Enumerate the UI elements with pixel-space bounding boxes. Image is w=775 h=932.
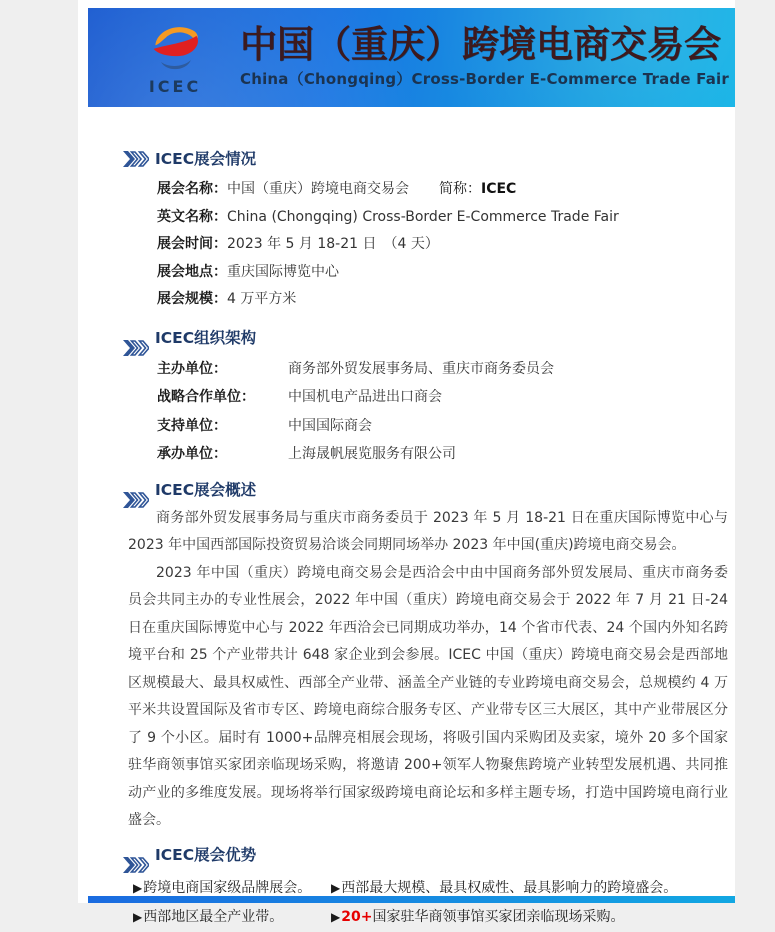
info-row xyxy=(157,204,735,232)
summary-paragraph: 2023 年中国（重庆）跨境电商交易会是西洽会中由中国商务部外贸发展局、重庆市商务委员会共同主办的专业性展会，2022 年中国（重庆）跨境电商交易会于 2022 年 7 月 21 日-24 日在重庆国际博览中心与 2022 年西洽会已同期成功举办，14 个省市代表、24 个国内外知名跨境平台和 25 个产业带共计 648 家企业到会参展。ICEC 中国（重庆）跨境电商交易会是西部地区规模最大、最具权威性、西部全产业带、涵盖全产业链的专业跨境电商交易会，总规模约 4 万平米共设置国际及省市专区、跨境电商综合服务专区、产业带专区三大展区，其中产业带展区分了 9 个小区。届时有 1000+品牌亮相展会现场，将吸引国内采购团及卖家，境外 20 多个国家驻华商领事馆买家团亲临现场采购，将邀请 200+领军人物聚焦跨境产业转型发展机遇、共同推动产业的多维度发展。现场将举行国家级跨境电商论坛和多样主题专场，打造中国跨境电商行业盛会。 xyxy=(128,564,728,828)
triple-chevron-icon xyxy=(123,340,149,356)
info-label: 展会时间： xyxy=(157,236,227,252)
overview-rows xyxy=(157,176,735,314)
org-value: 商务部外贸发展事务局、重庆市商务委员会 xyxy=(288,360,554,377)
org-value: 中国机电产品进出口商会 xyxy=(288,389,442,405)
section-advantages xyxy=(78,844,735,932)
advantage-text: 国家驻华商领事馆买家团亲临现场采购。 xyxy=(372,908,625,925)
page-subtitle: China（Chongqing）Cross-Border E-Commerce Trade Fair xyxy=(240,70,729,89)
section-advantages-heading: ICEC展会优势 xyxy=(155,844,735,866)
advantage-text: 西部最大规模、最具权威性、最具影响力的跨境盛会。 xyxy=(341,879,678,896)
logo xyxy=(116,20,234,96)
info-value: 4 万平方米 xyxy=(227,291,297,307)
info-row xyxy=(157,259,735,287)
icec-logo-swoosh-icon xyxy=(146,20,204,76)
footer-strip xyxy=(88,896,735,903)
org-label: 主办单位： xyxy=(157,360,227,377)
info-value: 中国（重庆）跨境电商交易会 xyxy=(227,181,409,197)
section-overview-heading: ICEC展会情况 xyxy=(155,148,735,170)
info-row xyxy=(157,286,735,314)
advantage-item xyxy=(133,903,331,932)
logo-text: ICEC xyxy=(148,76,202,96)
info-label: 展会规模： xyxy=(157,291,227,307)
right-triangle-bullet-icon: ▶ xyxy=(331,909,341,924)
info-value: 重庆国际博览中心 xyxy=(227,263,339,280)
document-card xyxy=(78,0,735,925)
info-value: 2023 年 5 月 18-21 日 （4 天） xyxy=(227,236,439,252)
triple-chevron-icon xyxy=(123,857,149,873)
triple-chevron-icon xyxy=(123,151,149,167)
section-organization xyxy=(78,327,735,469)
advantage-text: 西部地区最全产业带。 xyxy=(143,908,284,925)
org-row xyxy=(157,355,735,384)
advantage-text: 跨境电商国家级品牌展会。 xyxy=(143,879,312,896)
info-label: 英文名称： xyxy=(157,208,227,225)
org-label: 承办单位： xyxy=(157,446,227,462)
org-value: 中国国际商会 xyxy=(288,417,372,434)
info-value-2: ICEC xyxy=(481,181,517,197)
info-row xyxy=(157,176,735,204)
org-label: 支持单位： xyxy=(157,417,227,434)
right-triangle-bullet-icon: ▶ xyxy=(133,909,143,924)
info-label: 展会名称： xyxy=(157,181,227,197)
organization-rows xyxy=(157,355,735,469)
section-overview xyxy=(78,148,735,314)
info-label: 展会地点： xyxy=(157,263,227,280)
org-row xyxy=(157,440,735,469)
advantage-item xyxy=(331,903,735,932)
page-title: 中国（重庆）跨境电商交易会 xyxy=(240,22,721,66)
section-organization-heading: ICEC组织架构 xyxy=(155,327,735,349)
summary-paragraphs xyxy=(128,505,728,835)
info-label-2: 简称： xyxy=(439,181,481,197)
section-summary-heading: ICEC展会概述 xyxy=(155,479,735,501)
triple-chevron-icon xyxy=(123,492,149,508)
org-value: 上海晟帆展览服务有限公司 xyxy=(288,446,456,462)
section-summary xyxy=(78,479,735,835)
org-row xyxy=(157,383,735,412)
org-row xyxy=(157,412,735,441)
advantage-highlight: 20+ xyxy=(341,908,373,925)
org-label: 战略合作单位： xyxy=(157,389,255,405)
right-triangle-bullet-icon: ▶ xyxy=(331,880,341,895)
summary-paragraph: 商务部外贸发展事务局与重庆市商务委员于 2023 年 5 月 18-21 日在重庆国际博览中心与 2023 年中国西部国际投资贸易洽谈会同期同场举办 2023 年中国(重庆)跨境电商交易会。 xyxy=(128,509,728,553)
header-banner xyxy=(88,8,735,107)
right-triangle-bullet-icon: ▶ xyxy=(133,880,143,895)
info-value: China (Chongqing) Cross-Border E-Commerce Trade Fair xyxy=(227,208,619,225)
info-row xyxy=(157,231,735,259)
